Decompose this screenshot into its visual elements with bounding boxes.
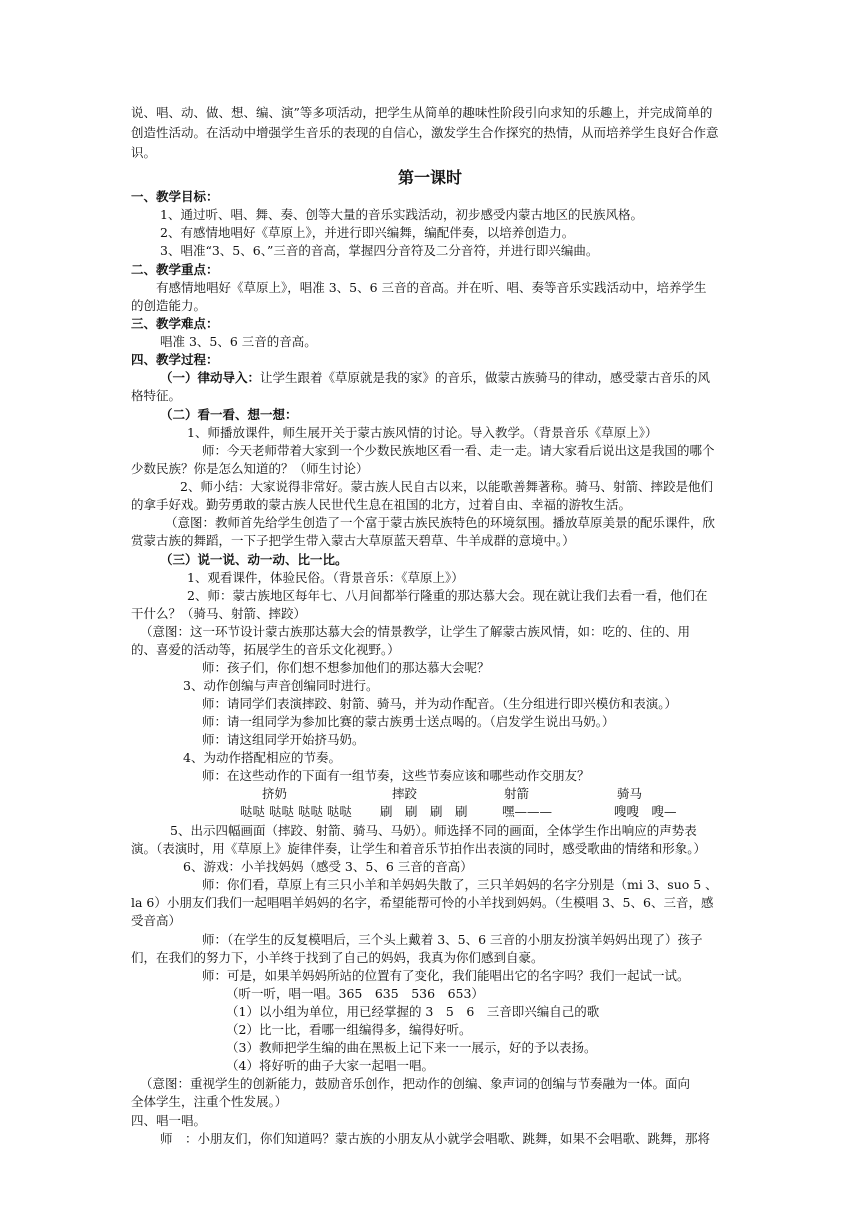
- part3-line: 的、喜爱的活动等，拓展学生的音乐文化视野。）: [131, 642, 400, 657]
- part2-line: 赏蒙古族的舞蹈，一下子把学生带入蒙古大草原蓝天碧草、牛羊成群的意境中。）: [131, 533, 575, 548]
- part3-line: 1、观看课件，体验民俗。（背景音乐：《草原上》）: [187, 570, 464, 585]
- intro-line: 说、唱、动、做、想、编、演”等多项活动，把学生从简单的趣味性阶段引向求知的乐趣上，并完成简单的: [131, 105, 713, 120]
- part3-line: （听一听，唱一唱。365 635 536 653）: [226, 986, 484, 1001]
- part3-line: 师：请一组同学为参加比赛的蒙古族勇士送点喝的。（启发学生说出马奶。）: [202, 714, 615, 729]
- part3-line: 干什么？（骑马、射箭、摔跤）: [131, 606, 307, 621]
- part2-heading: （二）看一看、想一想：: [160, 407, 298, 422]
- part3-line: 师：请这组同学开始挤马奶。: [202, 732, 365, 747]
- part3-line: 们，在我们的努力下，小羊终于找到了自己的妈妈，我真为你们感到自豪。: [131, 950, 544, 965]
- part3-line: 4、为动作搭配相应的节奏。: [183, 750, 341, 765]
- intro-line: 识。: [131, 145, 157, 160]
- section-heading-difficulty: 三、教学难点：: [131, 316, 219, 331]
- section-heading-keypoints: 二、教学重点：: [131, 262, 219, 277]
- part3-line: 6、游戏：小羊找妈妈（感受 3、5、6 三音的音高）: [183, 859, 473, 874]
- rhythm-label: 射箭: [504, 786, 530, 801]
- part3-line: （3）教师把学生编的曲在黑板上记下来一一展示，好的予以表扬。: [226, 1040, 597, 1055]
- part2-line: 师：今天老师带着大家到一个少数民族地区看一看、走一走。请大家看后说出这是我国的哪个: [202, 443, 715, 458]
- rhythm-pattern: 嗖嗖 嗖—: [614, 804, 677, 819]
- part3-line: 师：请同学们表演摔跤、射箭、骑马，并为动作配音。（生分组进行即兴模仿和表演。）: [202, 696, 678, 711]
- part3-line: （意图：重视学生的创新能力，鼓励音乐创作，把动作的创编、象声词的创编与节奏融为一体。面向: [140, 1076, 691, 1091]
- sing-line: 师 ：小朋友们，你们知道吗？蒙古族的小朋友从小就学会唱歌、跳舞，如果不会唱歌、跳舞，那将: [160, 1131, 711, 1146]
- part3-line: （2）比一比，看哪一组编得多，编得好听。: [226, 1022, 472, 1037]
- part3-line: 师：（在学生的反复模唱后，三个头上戴着 3、5、6 三音的小朋友扮演羊妈妈出现了）孩子: [202, 932, 703, 947]
- rhythm-label: 挤奶: [262, 786, 288, 801]
- intro-line: 创造性活动。在活动中增强学生音乐的表现的自信心，激发学生合作探究的热情，从而培养学生良好合作意: [131, 125, 719, 140]
- rhythm-pattern: 刷 刷 刷 刷: [380, 804, 468, 819]
- rhythm-pattern: 哒哒 哒哒 哒哒 哒哒: [240, 804, 352, 819]
- part3-line: 师：在这些动作的下面有一组节奏，这些节奏应该和哪些动作交朋友？: [202, 768, 590, 783]
- part2-line: 2、师小结：大家说得非常好。蒙古族人民自古以来，以能歌善舞著称。骑马、射箭、摔跤是他们: [180, 479, 713, 494]
- part3-line: 3、动作创编与声音创编同时进行。: [183, 678, 379, 693]
- part3-line: 师：孩子们，你们想不想参加他们的那达慕大会呢？: [202, 660, 490, 675]
- part2-line: 1、师播放课件，师生展开关于蒙古族风情的讨论。导入教学。（背景音乐《草原上》）: [187, 425, 658, 440]
- part3-line: 师：你们看，草原上有三只小羊和羊妈妈失散了，三只羊妈妈的名字分别是（mi 3、suo 5 、: [202, 877, 718, 892]
- part3-line: 演。（表演时，用《草原上》旋律伴奏，让学生和着音乐节拍作出表演的同时，感受歌曲的情绪和形象。）: [131, 841, 707, 856]
- rhythm-label: 摔跤: [392, 786, 418, 801]
- part3-line: （意图：这一环节设计蒙古族那达慕大会的情景教学，让学生了解蒙古族风情，如：吃的、住的、用: [140, 624, 691, 639]
- difficulty-line: 唱准 3、5、6 三音的音高。: [160, 334, 317, 349]
- part3-line: 全体学生，注重个性发展。）: [131, 1094, 288, 1109]
- part1-line2: 格特征。: [131, 388, 182, 403]
- part1-text: 让学生跟着《草原就是我的家》的音乐，做蒙古族骑马的律动，感受蒙古音乐的风: [260, 370, 711, 385]
- part3-line: la 6）小朋友们我们一起唱唱羊妈妈的名字，希望能帮可怜的小羊找到妈妈。（生模唱 3、5、6、三音，感: [131, 895, 714, 910]
- part3-line: 师：可是，如果羊妈妈所站的位置有了变化，我们能唱出它的名字吗？我们一起试一试。: [202, 968, 690, 983]
- objective-item: 3、唱准“3、5、6、”三音的音高，掌握四分音符及二分音符，并进行即兴编曲。: [160, 243, 599, 258]
- part3-line: 5、出示四幅画面（摔跤、射箭、骑马、马奶）。师选择不同的画面，全体学生作出响应的声势表: [170, 823, 697, 838]
- objective-item: 2、有感情地唱好《草原上》，并进行即兴编舞，编配伴奏，以培养创造力。: [160, 225, 575, 240]
- section-heading-process: 四、教学过程：: [131, 352, 219, 367]
- keypoints-line: 有感情地唱好《草原上》，唱准 3、5、6 三音的音高。并在听、唱、奏等音乐实践活动中，培养学生: [156, 280, 707, 295]
- part2-line: （意图：教师首先给学生创造了一个富于蒙古族民族特色的环境氛围。播放草原美景的配乐课件，欣: [165, 515, 716, 530]
- part3-line: （1）以小组为单位，用已经掌握的 3 5 6 三音即兴编自己的歌: [226, 1004, 600, 1019]
- part2-line: 少数民族？你是怎么知道的？（师生讨论）: [131, 461, 369, 476]
- page-title: 第一课时: [397, 168, 462, 187]
- section-heading-objectives: 一、教学目标：: [131, 189, 219, 204]
- objective-item: 1、通过听、唱、舞、奏、创等大量的音乐实践活动，初步感受内蒙古地区的民族风格。: [160, 207, 643, 222]
- rhythm-label: 骑马: [617, 786, 643, 801]
- part1-line: [160, 369, 710, 387]
- keypoints-line: 的创造能力。: [131, 298, 207, 313]
- part2-line: 的拿手好戏。勤劳勇敢的蒙古族人民世代生息在祖国的北方，过着自由、幸福的游牧生活。: [131, 497, 632, 512]
- part3-line: （4）将好听的曲子大家一起唱一唱。: [226, 1058, 434, 1073]
- part3-line: 受音高）: [131, 913, 182, 928]
- rhythm-pattern: 嘿———: [502, 804, 553, 819]
- part1-label: （一）律动导入：: [160, 370, 261, 385]
- part3-heading: （三）说一说、动一动、比一比。: [160, 552, 348, 567]
- part3-line: 2、师：蒙古族地区每年七、八月间都举行隆重的那达慕大会。现在就让我们去看一看，他们在: [187, 588, 708, 603]
- section-heading-sing: 四、唱一唱。: [131, 1113, 207, 1128]
